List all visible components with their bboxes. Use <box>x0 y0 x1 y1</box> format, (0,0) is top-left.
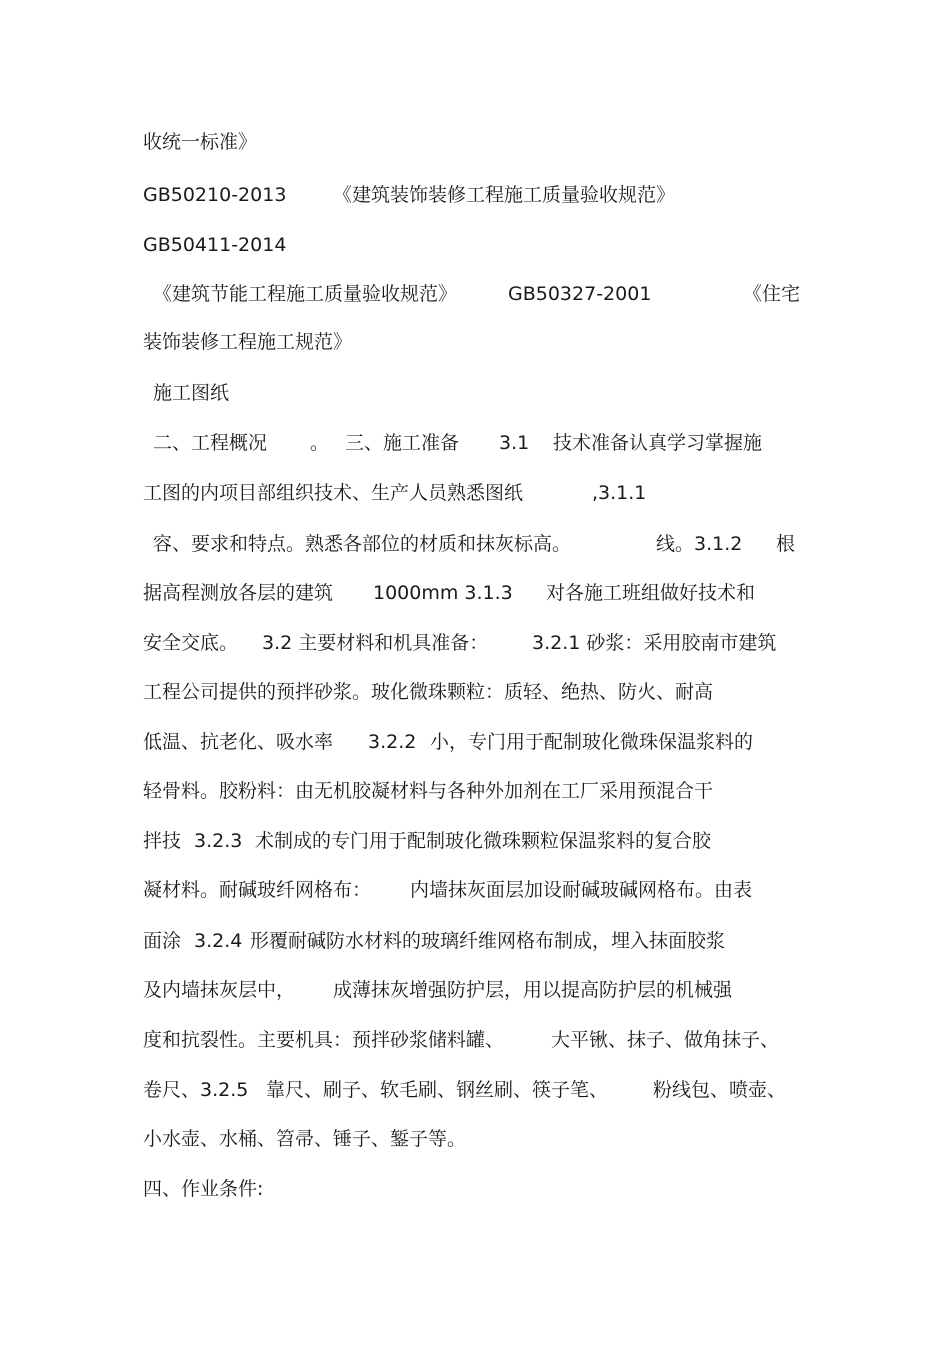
section-heading: 三、施工准备 <box>345 432 460 454</box>
text-segment: 1000mm 3.1.3 <box>373 582 513 604</box>
section-heading: 四、作业条件: <box>143 1178 264 1200</box>
text-segment: 小，专门用于配制玻化微珠保温浆料的 <box>430 731 754 753</box>
text-segment: 粉线包、喷壶、 <box>653 1079 787 1101</box>
section-number: 3.2.3 <box>194 830 243 852</box>
text-segment: 安全交底。 <box>143 632 239 654</box>
section-number: 3.1 <box>499 432 530 454</box>
standard-code: GB50210-2013 <box>143 184 287 206</box>
standard-title: 《住宅 <box>743 283 801 305</box>
text-segment: 技术准备认真学习掌握施 <box>553 432 763 454</box>
text-segment: 卷尺、3.2.5 <box>143 1079 249 1101</box>
text-segment: 轻骨料。胶粉料：由无机胶凝材料与各种外加剂在工厂采用预混合干 <box>143 780 714 802</box>
text-segment: 线。3.1.2 <box>656 533 743 555</box>
text-segment: 根 <box>776 533 796 555</box>
text-segment: 3.2.1 砂浆：采用胶南市建筑 <box>532 632 777 654</box>
text-segment: 施工图纸 <box>153 382 230 404</box>
text-segment: 内墙抹灰面层加设耐碱玻碱网格布。由表 <box>410 879 753 901</box>
text-segment: 大平锹、抹子、做角抹子、 <box>551 1029 780 1051</box>
section-number: 3.2.2 <box>368 731 417 753</box>
standard-code: GB50327-2001 <box>508 283 652 305</box>
text-segment: 装饰装修工程施工规范》 <box>143 331 353 353</box>
section-heading: 二、工程概况 <box>153 432 268 454</box>
text-segment: 及内墙抹灰层中， <box>143 979 296 1001</box>
text-segment: 术制成的专门用于配制玻化微珠颗粒保温浆料的复合胶 <box>255 830 712 852</box>
section-number: ,3.1.1 <box>592 482 647 504</box>
section-heading: 3.2 主要材料和机具准备： <box>262 632 489 654</box>
text-segment: 小水壶、水桶、笤帚、锤子、錾子等。 <box>143 1128 467 1150</box>
text-segment: 工程公司提供的预拌砂浆。玻化微珠颗粒：质轻、绝热、防火、耐高 <box>143 681 714 703</box>
text-segment: 据高程测放各层的建筑 <box>143 582 334 604</box>
standard-code: GB50411-2014 <box>143 234 287 256</box>
text-segment: 度和抗裂性。主要机具：预拌砂浆储料罐、 <box>143 1029 505 1051</box>
text-segment: 拌技 <box>143 830 182 852</box>
standard-title: 《建筑装饰装修工程施工质量验收规范》 <box>333 184 676 206</box>
text-segment: 凝材料。耐碱玻纤网格布： <box>143 879 372 901</box>
text-segment: 成薄抹灰增强防护层，用以提高防护层的机械强 <box>333 979 733 1001</box>
text-segment: 面涂 <box>143 930 182 952</box>
section-number: 3.2.4 <box>194 930 243 952</box>
standard-title: 《建筑节能工程施工质量验收规范》 <box>153 283 458 305</box>
text-segment: 靠尺、刷子、软毛刷、钢丝刷、筷子笔、 <box>266 1079 609 1101</box>
text-segment: 。 <box>310 432 330 454</box>
text-segment: 形覆耐碱防水材料的玻璃纤维网格布制成，埋入抹面胶浆 <box>250 930 726 952</box>
text-segment: 收统一标准》 <box>143 131 258 153</box>
text-segment: 工图的内项目部组织技术、生产人员熟悉图纸 <box>143 482 524 504</box>
text-segment: 容、要求和特点。熟悉各部位的材质和抹灰标高。 <box>153 533 572 555</box>
text-segment: 低温、抗老化、吸水率 <box>143 731 334 753</box>
text-segment: 对各施工班组做好技术和 <box>546 582 756 604</box>
